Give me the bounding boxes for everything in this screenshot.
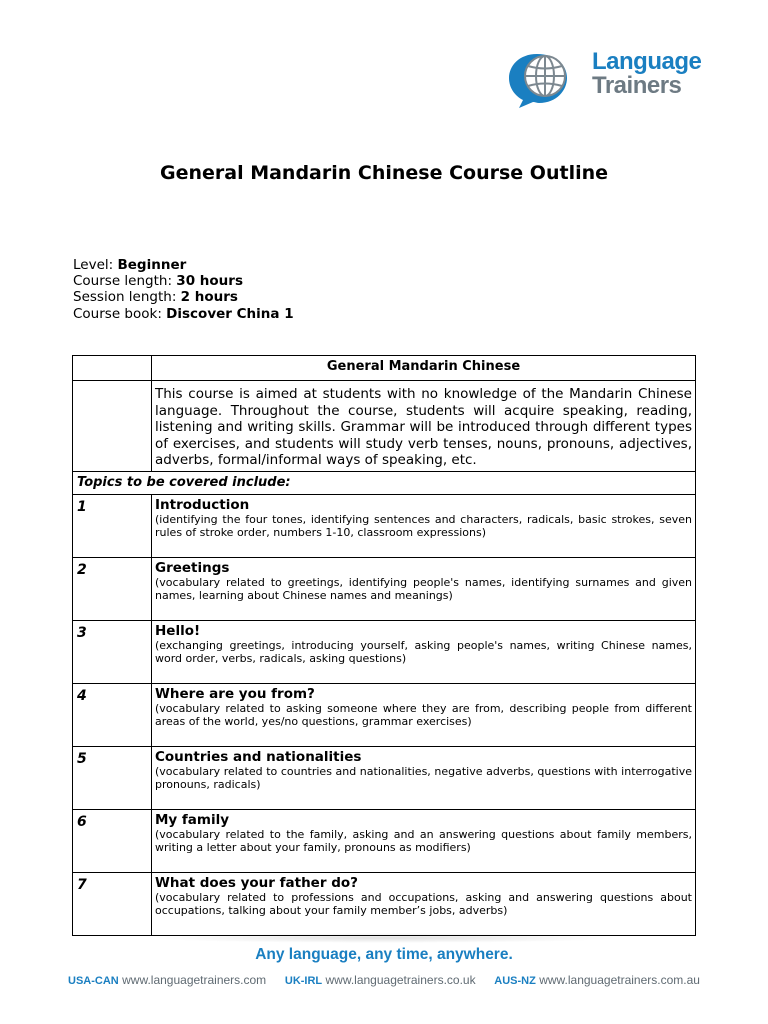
table-row (73, 494, 696, 557)
footer-link[interactable]: www.languagetrainers.co.uk (325, 973, 476, 987)
meta-course-book: Course book: Discover China 1 (73, 305, 294, 322)
table-header-text: General Mandarin Chinese (326, 359, 521, 374)
course-meta (73, 257, 294, 322)
footer-shadow (150, 933, 620, 943)
globe-speech-bubble-icon (507, 50, 591, 110)
meta-level: Level: Beginner (73, 257, 187, 273)
footer-region-label: AUS-NZ (494, 975, 536, 987)
table-row (73, 872, 696, 935)
topic-title: Introduction (155, 496, 250, 513)
topic-number: 2 (77, 561, 87, 578)
table-row (73, 746, 696, 809)
topics-label-row (73, 471, 696, 494)
table-header-cell (152, 356, 696, 381)
topic-title: Hello! (155, 622, 201, 639)
topic-number: 7 (77, 876, 87, 893)
document-title: General Mandarin Chinese Course Outline (159, 162, 609, 184)
course-description: This course is aimed at students with no knowledge of the Mandarin Chinese language. Throughout the course, students will acquire speaking, reading, listening and writing skills. Grammar will be introduced through different types of exercises, and students will study verb tenses, nouns, pronouns, adjectives, adverbs, formal/informal ways of speaking, etc. (155, 386, 692, 468)
topic-number: 5 (77, 750, 87, 767)
topic-title: Greetings (155, 559, 230, 576)
table-row (73, 557, 696, 620)
meta-course-length: Course length: 30 hours (73, 273, 243, 290)
topics-label: Topics to be covered include: (73, 471, 696, 494)
footer-link[interactable]: www.languagetrainers.com (122, 973, 267, 987)
footer-slogan: Any language, any time, anywhere. (255, 946, 513, 963)
table-row (73, 620, 696, 683)
description-empty-cell (73, 381, 152, 472)
topic-description: (exchanging greetings, introducing yourself, asking people's names, writing Chinese names, word order, verbs, radicals, asking questions) (155, 638, 692, 665)
table-header-row (73, 356, 696, 381)
topic-description: (vocabulary related to countries and nationalities, negative adverbs, questions with interrogative pronouns, radicals) (155, 764, 692, 791)
brand-name (592, 50, 701, 98)
description-row (73, 381, 696, 472)
footer-region-label: UK-IRL (284, 975, 323, 987)
topic-title: What does your father do? (155, 874, 358, 891)
topic-description: (vocabulary related to greetings, identifying people's names, identifying surnames and given names, learning about Chinese names and meanings) (155, 575, 692, 602)
topic-description: (vocabulary related to professions and occupations, asking and answering questions about occupations, talking about your family member’s jobs, adverbs) (155, 890, 692, 917)
topic-number: 3 (77, 624, 87, 641)
topic-title: My family (155, 811, 230, 828)
topic-title: Where are you from? (155, 685, 315, 702)
footer-links (0, 973, 768, 987)
brand-name-line2: Trainers (592, 72, 682, 99)
footer-region-label: USA-CAN (68, 975, 119, 987)
topic-number: 1 (77, 498, 87, 515)
brand-name-line1: Language (592, 48, 702, 75)
topic-description: (identifying the four tones, identifying sentences and characters, radicals, basic strokes, seven rules of stroke order, numbers 1-10, classroom expressions) (155, 512, 692, 539)
header-empty-cell (73, 356, 152, 381)
footer-link[interactable]: www.languagetrainers.com.au (539, 973, 700, 987)
topic-description: (vocabulary related to the family, asking and an answering questions about family members, writing a letter about your family, pronouns as modifiers) (155, 827, 692, 854)
course-outline-table (72, 355, 696, 936)
meta-session-length: Session length: 2 hours (73, 289, 238, 306)
topic-title: Countries and nationalities (155, 748, 362, 765)
topic-number: 6 (77, 813, 87, 830)
brand-logo (507, 48, 702, 110)
topic-number: 4 (77, 687, 87, 704)
topic-description: (vocabulary related to asking someone where they are from, describing people from different areas of the world, yes/no questions, grammar exercises) (155, 701, 692, 728)
table-row (73, 683, 696, 746)
table-row (73, 809, 696, 872)
description-cell (152, 381, 696, 472)
